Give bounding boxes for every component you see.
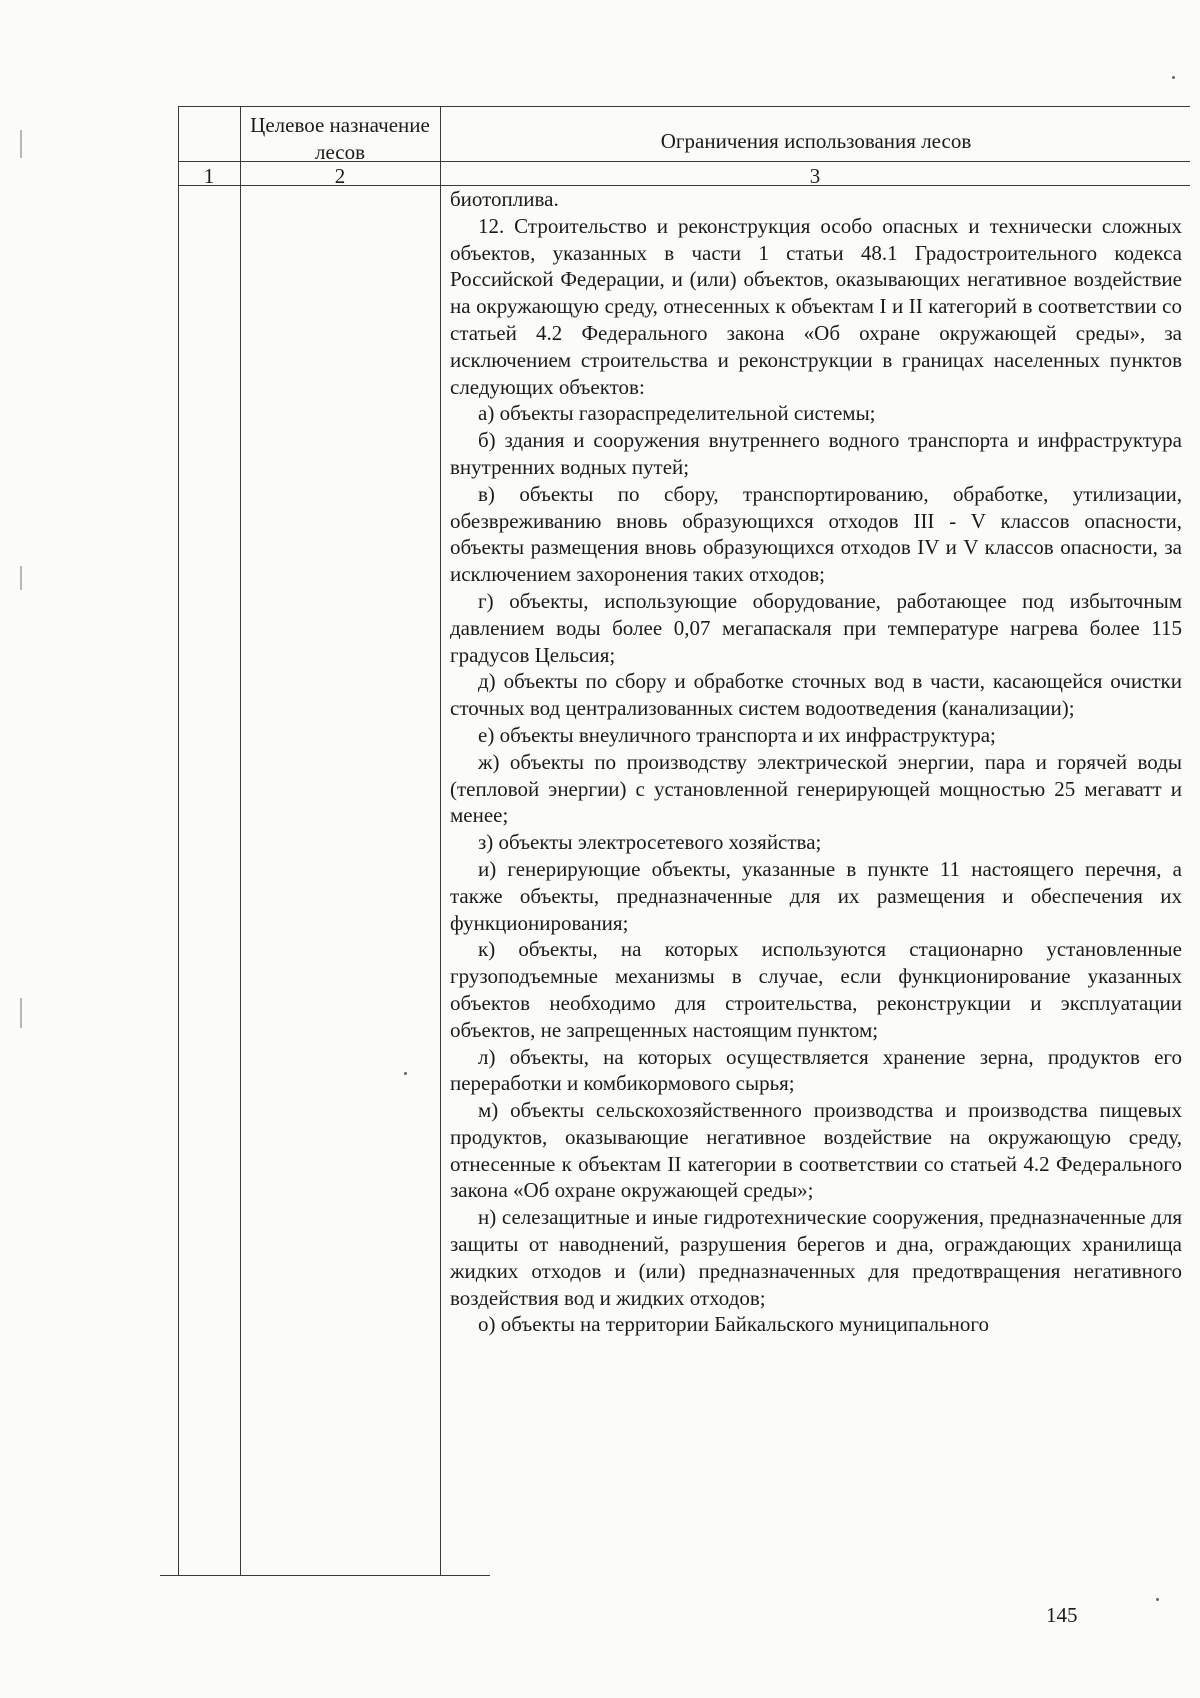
text-paragraph: н) селезащитные и иные гидротехнические сооружения, предназначенные для защиты от наводнений, разрушения берегов и дна, ограждающих хранилища жидких отходов и (или) предназначенных для предотвращения негативного воздействия вод и жидких отходов; — [450, 1205, 1182, 1310]
text-paragraph: л) объекты, на которых осуществляется хранение зерна, продуктов его переработки и комбикормового сырья; — [450, 1044, 1182, 1096]
column-number-3: 3 — [809, 164, 821, 188]
text-paragraph: о) объекты на территории Байкальского муниципального — [478, 1312, 989, 1337]
text-paragraph: в) объекты по сбору, транспортированию, обработке, утилизации, обезвреживанию вновь образующихся отходов III - V классов опасности, объекты размещения вновь образующихся отходов IV и V классов опасности, за исключением захоронения таких отходов; — [450, 481, 1182, 587]
left-margin-binding-mark — [20, 998, 22, 1028]
text-paragraph: е) объекты внеуличного транспорта и их инфраструктура; — [478, 722, 996, 747]
text-paragraph: 12. Строительство и реконструкция особо опасных и технически сложных объектов, указанных в части 1 статьи 48.1 Градостроительного кодекса Российской Федерации, и (или) объектов, оказывающих негативное воздействие на окружающую среду, отнесенных к объектам I и II категорий в соответствии со статьей 4.2 Федерального закона «Об охране окружающей среды», за исключением строительства и реконструкции в границах населенных пунктов следующих объектов: — [450, 213, 1182, 399]
text-paragraph: б) здания и сооружения внутреннего водного транспорта и инфраструктура внутренних водных путей; — [450, 428, 1182, 479]
text-paragraph: и) генерирующие объекты, указанные в пункте 11 настоящего перечня, а также объекты, предназначенные для их размещения и обеспечения их функционирования; — [450, 856, 1182, 935]
restrictions-text-cell — [450, 186, 1182, 1338]
column-number-2: 2 — [334, 164, 346, 188]
left-margin-binding-mark — [20, 566, 22, 590]
text-paragraph: к) объекты, на которых используются стационарно установленные грузоподъемные механизмы в случае, если функционирование указанных объектов необходимо для строительства, реконструкции и эксплуатации объектов, не запрещенных настоящим пунктом; — [450, 937, 1182, 1042]
column-border-1-2 — [240, 106, 241, 1576]
scan-speck — [1156, 1598, 1159, 1601]
text-paragraph: д) объекты по сбору и обработке сточных вод в части, касающейся очистки сточных вод централизованных систем водоотведения (канализации); — [450, 669, 1182, 721]
left-margin-binding-mark — [20, 130, 22, 158]
text-paragraph: м) объекты сельскохозяйственного производства и производства пищевых продуктов, оказывающие негативное воздействие на окружающую среду, отнесенные к объектам II категории в соответствии со статьей 4.2 Федерального закона «Об охране окружающей среды»; — [450, 1098, 1182, 1203]
column-number-1: 1 — [203, 164, 215, 188]
header-purpose-of-forests: Целевое назначение лесов — [250, 113, 430, 164]
text-paragraph: ж) объекты по производству электрической энергии, пара и горячей воды (тепловой энергии) с установленной генерирующей мощностью 25 мегаватт и менее; — [450, 749, 1182, 828]
text-paragraph: з) объекты электросетевого хозяйства; — [478, 830, 822, 855]
column-border-left — [178, 106, 179, 1576]
page-number: 145 — [1046, 1603, 1078, 1627]
table-top-border — [178, 106, 1190, 107]
column-border-2-3 — [440, 106, 441, 1576]
text-paragraph: а) объекты газораспределительной системы; — [478, 401, 876, 426]
text-paragraph: г) объекты, использующие оборудование, работающее под избыточным давлением воды более 0,07 мегапаскаля при температуре нагрева более 115 градусов Цельсия; — [450, 588, 1182, 667]
text-paragraph: биотоплива. — [450, 187, 559, 211]
header-forest-use-restrictions: Ограничения использования лесов — [660, 129, 972, 153]
scan-speck — [1172, 76, 1175, 79]
